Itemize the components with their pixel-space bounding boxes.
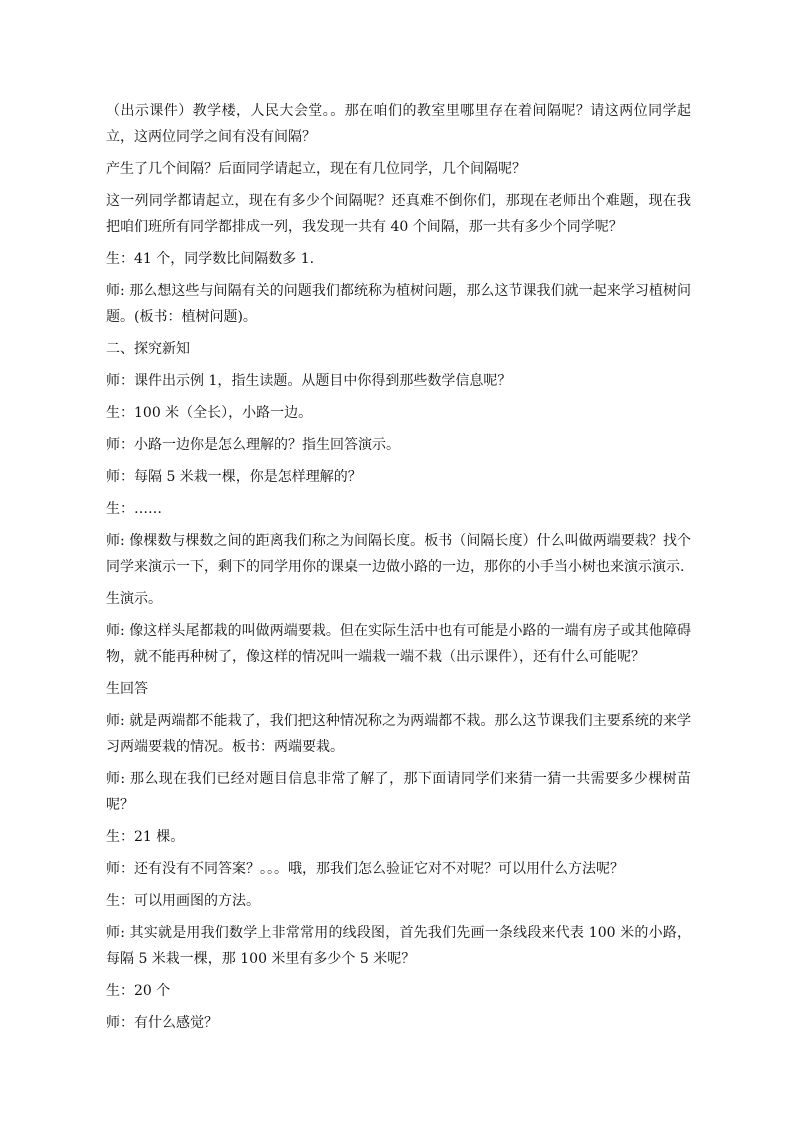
paragraph: 生：21 棵。 [106,829,185,845]
paragraph: 师: 其实就是用我们数学上非常常用的线段图，首先我们先画一条线段来代表 100 米的小路，每隔 5 米栽一棵，那 100 米里有多少个 5 米呢？ [106,925,691,967]
paragraph: 师：有什么感觉？ [106,1015,218,1031]
paragraph: 生：41 个，同学数比间隔数多 1. [106,251,315,267]
paragraph: 生演示。 [106,591,162,607]
document-body [106,98,691,1042]
paragraph: 这一列同学都请起立，现在有多少个间隔呢？还真难不倒你们，那现在老师出个难题，现在我把咱们班所有同学都排成一列，我发现一共有 40 个间隔，那一共有多少个同学呢？ [106,193,691,235]
paragraph: 产生了几个间隔？后面同学请起立，现在有几位同学，几个间隔呢？ [106,161,526,177]
paragraph: 师：小路一边你是怎么理解的？指生回答演示。 [106,437,400,453]
paragraph: 师: 像这样头尾都栽的叫做两端要栽。但在实际生活中也有可能是小路的一端有房子或其他障碍物，就不能再种树了，像这样的情况叫一端栽一端不栽（出示课件），还有什么可能呢？ [106,623,691,665]
paragraph: 师：每隔 5 米栽一棵，你是怎样理解的？ [106,469,362,485]
paragraph: 师：还有没有不同答案？。。。哦，那我们怎么验证它对不对呢？可以用什么方法呢？ [106,861,624,877]
paragraph: 生：20 个 [106,983,171,999]
paragraph: 师: 那么想这些与间隔有关的问题我们都统称为植树问题，那么这节课我们就一起来学习植树问题。(板书：植树问题)。 [106,283,691,325]
paragraph: 师：课件出示例 1，指生读题。从题目中你得到那些数学信息呢？ [106,373,512,389]
section-heading: 二、探究新知 [106,341,190,357]
paragraph: 师: 就是两端都不能栽了，我们把这种情况称之为两端都不栽。那么这节课我们主要系统的来学习两端要栽的情况。板书：两端要栽。 [106,713,691,755]
paragraph: （出示课件）教学楼，人民大会堂。。那在咱们的教室里哪里存在着间隔呢？请这两位同学起立，这两位同学之间有没有间隔？ [106,103,691,145]
paragraph: 师: 像棵数与棵数之间的距离我们称之为间隔长度。板书（间隔长度）什么叫做两端要栽？找个同学来演示一下，剩下的同学用你的课桌一边做小路的一边，那你的小手当小树也来演示演示. [106,533,691,575]
paragraph: 生回答 [106,681,148,697]
paragraph: 生：100 米（全长），小路一边。 [106,405,313,421]
paragraph: 师: 那么现在我们已经对题目信息非常了解了，那下面请同学们来猜一猜一共需要多少棵树苗呢？ [106,771,691,813]
paragraph: 生：可以用画图的方法。 [106,893,260,909]
paragraph: 生：…… [106,501,162,517]
